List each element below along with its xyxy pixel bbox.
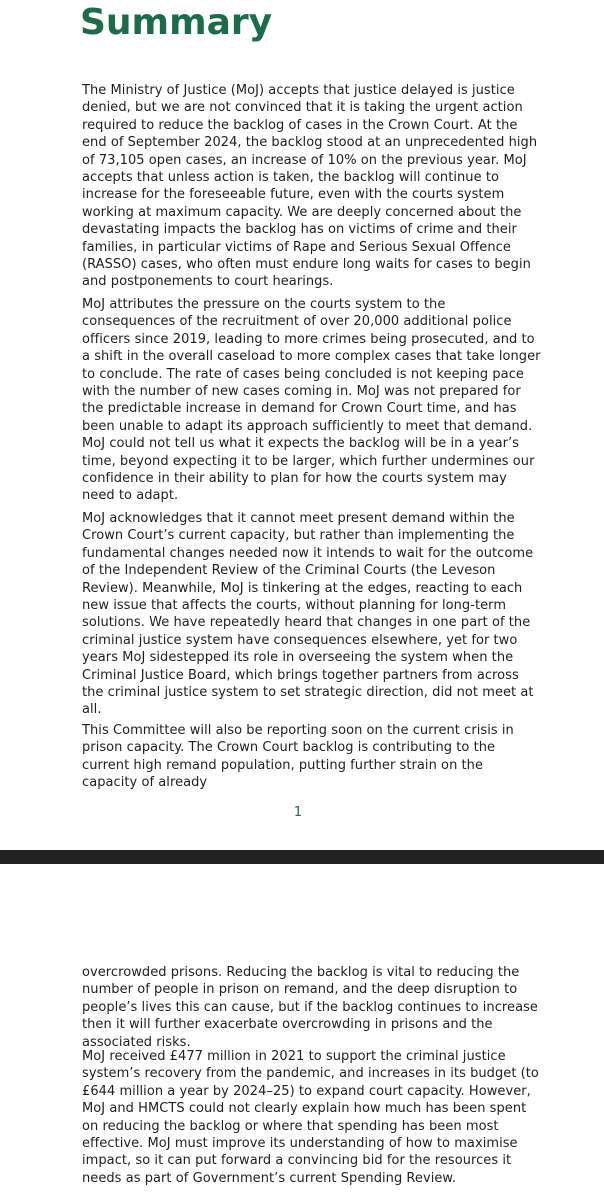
page-number: 1 (293, 805, 303, 820)
paragraph-6: MoJ received £477 million in 2021 to support the criminal justice system’s recovery from the pandemic, and increases in its budget (to £644 million a year by 2024–25) to expand court capacity. However, MoJ and HMCTS could not clearly explain how much has been spent on reducing the backlog or where that spending has been most effective. MoJ must improve its understanding of how to maximise impact, so it can put forward a convincing bid for the resources it needs as part of Government’s current Spending Review. (82, 1049, 539, 1186)
paragraph-4: This Committee will also be reporting soon on the current crisis in prison capacity. The Crown Court backlog is contributing to the current high remand population, putting further strain on the capacity of already (82, 723, 514, 791)
paragraph-2: MoJ attributes the pressure on the courts system to the consequences of the recruitment of over 20,000 additional police officers since 2019, leading to more crimes being prosecuted, and to a shift in the overall caseload to more complex cases that take longer to conclude. The rate of cases being concluded is not keeping pace with the number of new cases coming in. MoJ was not prepared for the predictable increase in demand for Crown Court time, and has been unable to adapt its approach sufficiently to meet that demand. MoJ could not tell us what it expects the backlog will be in a year’s time, beyond expecting it to be larger, which further undermines our confidence in their ability to plan for how the courts system may need to adapt. (82, 297, 541, 504)
document-page-2 (0, 864, 604, 1200)
paragraph-3: MoJ acknowledges that it cannot meet present demand within the Crown Court’s current capacity, but rather than implementing the fundamental changes needed now it intends to wait for the outcome of the Independent Review of the Criminal Courts (the Leveson Review). Meanwhile, MoJ is tinkering at the edges, reacting to each new issue that affects the courts, without planning for long-term solutions. We have repeatedly heard that changes in one part of the criminal justice system have consequences elsewhere, yet for two years MoJ sidestepped its role in overseeing the system when the Criminal Justice Board, which brings together partners from across the criminal justice system to set strategic direction, did not meet at all. (82, 511, 534, 718)
paragraph-5: overcrowded prisons. Reducing the backlog is vital to reducing the number of people in prison on remand, and the deep disruption to people’s lives this can cause, but if the backlog continues to increase then it will further exacerbate overcrowding in prisons and the associated risks. (82, 965, 538, 1050)
summary-heading: Summary (80, 2, 273, 43)
paragraph-1: The Ministry of Justice (MoJ) accepts that justice delayed is justice denied, but we are not convinced that it is taking the urgent action required to reduce the backlog of cases in the Crown Court. At the end of September 2024, the backlog stood at an unprecedented high of 73,105 open cases, an increase of 10% on the previous year. MoJ accepts that unless action is taken, the backlog will continue to increase for the foreseeable future, even with the courts system working at maximum capacity. We are deeply concerned about the devastating impacts the backlog has on victims of crime and their families, in particular victims of Rape and Serious Sexual Offence (RASSO) cases, who often must endure long waits for cases to begin and postponements to court hearings. (82, 83, 538, 290)
page-divider (0, 850, 604, 864)
